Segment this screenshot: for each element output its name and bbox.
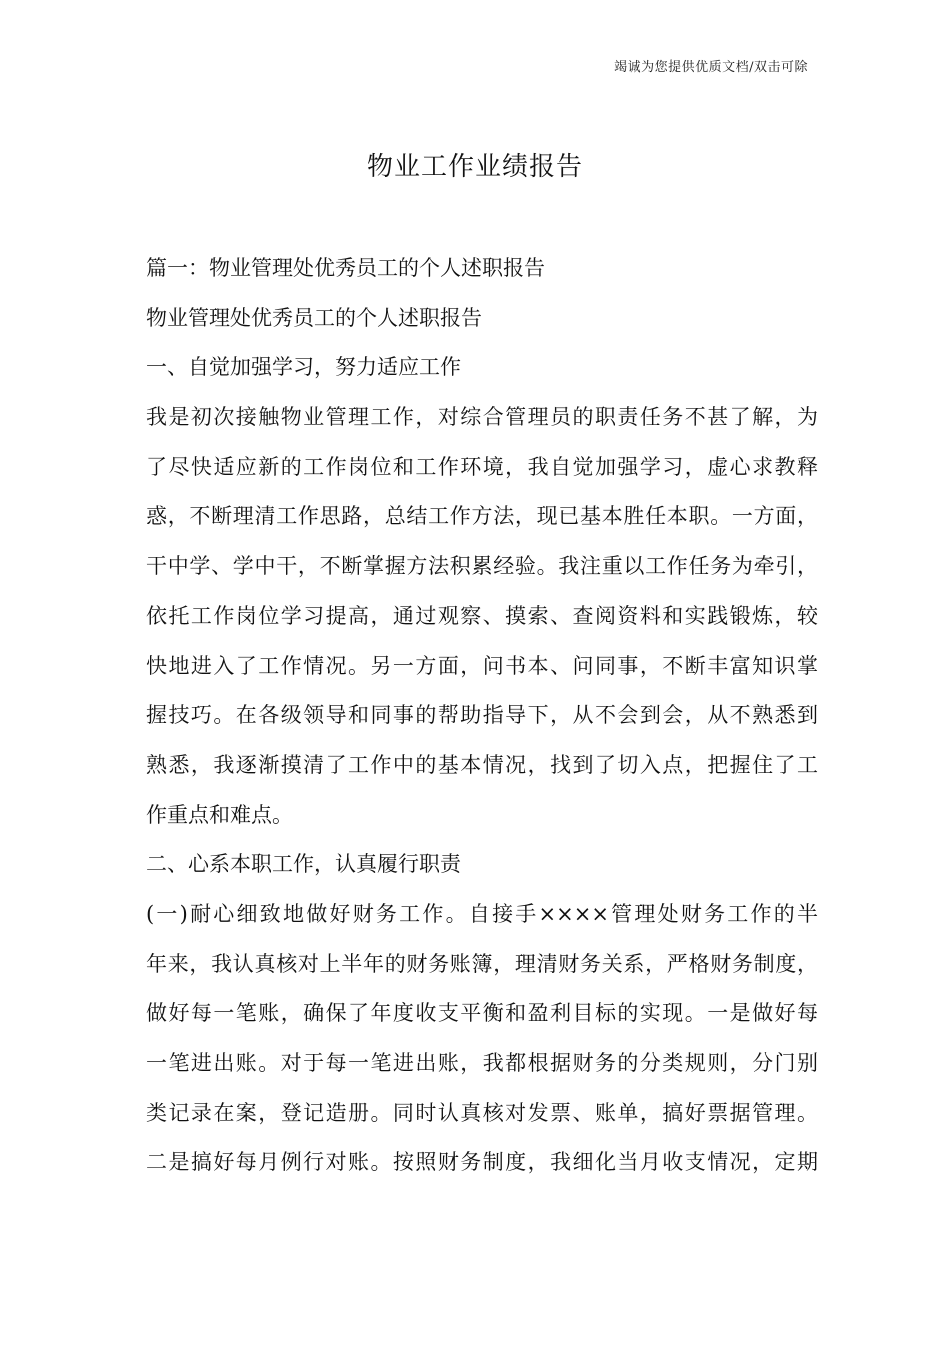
text-line: 熟悉，我逐渐摸清了工作中的基本情况，找到了切入点，把握住了工 bbox=[146, 752, 818, 777]
text-line: 快地进入了工作情况。另一方面，问书本、问同事，不断丰富知识掌 bbox=[146, 653, 818, 678]
text-line: 一笔进出账。对于每一笔进出账，我都根据财务的分类规则，分门别 bbox=[146, 1051, 818, 1075]
text-line: 二、心系本职工作，认真履行职责 bbox=[146, 852, 461, 877]
text-line: 物业管理处优秀员工的个人述职报告 bbox=[146, 305, 482, 330]
text-line: 篇一：物业管理处优秀员工的个人述职报告 bbox=[146, 256, 545, 280]
text-line: 作重点和难点。 bbox=[146, 802, 293, 827]
text-line: 我是初次接触物业管理工作，对综合管理员的职责任务不甚了解，为 bbox=[146, 405, 818, 430]
document-body bbox=[146, 253, 836, 1197]
header-note: 竭诚为您提供优质文档/双击可除 bbox=[614, 60, 808, 75]
text-line: 年来，我认真核对上半年的财务账簿，理清财务关系，严格财务制度， bbox=[146, 951, 818, 976]
text-line: 干中学、学中干，不断掌握方法积累经验。我注重以工作任务为牵引， bbox=[146, 554, 818, 579]
text-line: 二是搞好每月例行对账。按照财务制度，我细化当月收支情况，定期 bbox=[146, 1150, 818, 1175]
text-line: 一、自觉加强学习，努力适应工作 bbox=[146, 355, 461, 380]
text-line: 握技巧。在各级领导和同事的帮助指导下，从不会到会，从不熟悉到 bbox=[146, 703, 818, 728]
text-line: (一)耐心细致地做好财务工作。自接手××××管理处财务工作的半 bbox=[146, 901, 818, 926]
text-line: 了尽快适应新的工作岗位和工作环境，我自觉加强学习，虚心求教释 bbox=[146, 454, 818, 479]
text-line: 做好每一笔账，确保了年度收支平衡和盈利目标的实现。一是做好每 bbox=[146, 1001, 818, 1026]
text-line: 类记录在案，登记造册。同时认真核对发票、账单，搞好票据管理。 bbox=[146, 1100, 818, 1125]
text-line: 依托工作岗位学习提高，通过观察、摸索、查阅资料和实践锻炼，较 bbox=[146, 603, 818, 628]
text-line: 惑，不断理清工作思路，总结工作方法，现已基本胜任本职。一方面， bbox=[146, 504, 818, 529]
document-title: 物业工作业绩报告 bbox=[366, 152, 583, 182]
